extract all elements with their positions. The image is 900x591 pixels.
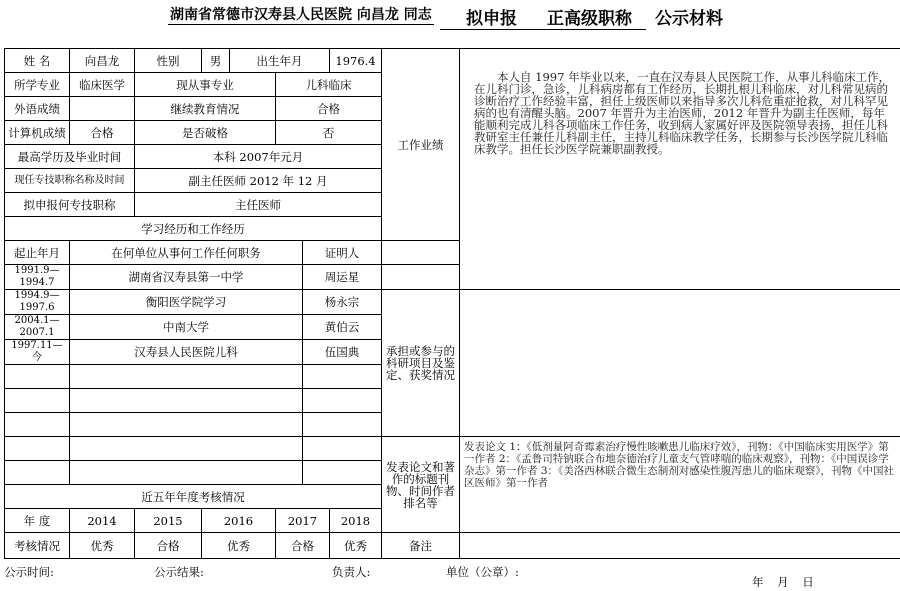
assessment-result: 优秀 <box>202 533 276 559</box>
history-row-date: 2004.1—2007.1 <box>5 315 70 340</box>
title-suffix: 公示材料 <box>655 9 723 29</box>
name-label: 姓 名 <box>5 49 70 73</box>
history-row-place: 湖南省汉寿县第一中学 <box>70 265 303 290</box>
foreign-lang-label: 外语成绩 <box>5 97 70 121</box>
gender-value: 男 <box>202 49 230 73</box>
history-empty-cell <box>5 437 70 461</box>
assessment-year: 2014 <box>70 509 135 533</box>
history-empty-cell <box>5 461 70 485</box>
remark-value <box>460 533 900 559</box>
document-title <box>0 4 900 29</box>
cont-edu-label: 继续教育情况 <box>135 97 276 121</box>
research-label: 承担或参与的科研项目及鉴定、获奖情况 <box>382 290 460 437</box>
publish-time-label: 公示时间: <box>4 565 54 579</box>
current-major-label: 现从事专业 <box>135 73 276 97</box>
history-empty-cell <box>303 437 382 461</box>
history-col-witness: 证明人 <box>303 241 382 265</box>
edu-label: 最高学历及毕业时间 <box>5 145 135 169</box>
responsible-label: 负责人: <box>332 565 371 579</box>
date-line: 年 月 日 <box>752 575 814 589</box>
break-value: 否 <box>276 121 382 145</box>
break-label: 是否破格 <box>135 121 276 145</box>
history-row-place: 中南大学 <box>70 315 303 340</box>
name-value: 向昌龙 <box>70 49 135 73</box>
history-empty-cell <box>303 461 382 485</box>
history-empty-cell <box>70 413 303 437</box>
assessment-result: 合格 <box>276 533 330 559</box>
work-performance-label: 工作业绩 <box>382 49 460 241</box>
major-value: 临床医学 <box>70 73 135 97</box>
papers-text: 发表论文 1：《低剂量阿奇霉素治疗慢性咳嗽患儿临床疗效》，刊物：《中国临床实用医学》第一作者 2：《孟鲁司特钠联合布地奈德治疗儿童支气管哮喘的临床观察》，刊物：《中国误诊学杂志》第一作者 3：《美洛西林联合微生态制剂对感染性腹泻患儿的临床观察》，刊物《中国社区医师》第一作者 <box>460 437 900 533</box>
assessment-title: 近五年年度考核情况 <box>5 485 382 509</box>
title-org: 湖南省常德市汉寿县人民医院 向昌龙 同志 <box>168 4 434 25</box>
current-major-value: 儿科临床 <box>276 73 382 97</box>
assessment-result: 优秀 <box>330 533 382 559</box>
birth-label: 出生年月 <box>230 49 330 73</box>
assessment-result: 优秀 <box>70 533 135 559</box>
history-row-witness: 伍国典 <box>303 340 382 365</box>
title-apply-label: 拟申报 <box>440 4 535 30</box>
title-rank-label: 正高级职称 <box>523 9 646 30</box>
history-empty-cell <box>70 461 303 485</box>
research-text <box>460 290 900 437</box>
work-performance-text: 本人自 1997 年毕业以来，一直在汉寿县人民医院工作，从事儿科临床工作，在儿科门诊，急诊，儿科病房都有工作经历，长期扎根儿科临床，对儿科常见病的诊断治疗工作经验丰富，担任上级医师以来指导多次儿科危重症抢救，对儿科罕见病的也有清醒头脑。2007 年晋升为主治医师，2012 年晋升为副主任医师，每年能顺利完成儿科各项临床工作任务，收到病人家属好评及医院领导表扬，担任儿科教研室主任兼任儿科副主任，主持儿科临床教学任务，长期参与长沙医学院儿科临床教学。担任长沙医学院兼职副教授。 <box>460 49 900 290</box>
remark-label: 备注 <box>382 533 460 559</box>
current-title-value: 副主任医师 2012 年 12 月 <box>135 169 382 193</box>
apply-title-value: 主任医师 <box>135 193 382 217</box>
history-empty-cell <box>70 437 303 461</box>
gender-label: 性别 <box>135 49 202 73</box>
history-empty-cell <box>5 365 70 389</box>
history-col-date: 起止年月 <box>5 241 70 265</box>
birth-value: 1976.4 <box>330 49 382 73</box>
title-rank <box>523 4 646 29</box>
current-title-label: 现任专技职称名称及时间 <box>5 169 135 193</box>
history-empty-cell <box>70 365 303 389</box>
history-empty-cell <box>303 365 382 389</box>
history-row-date: 1994.9—1997.6 <box>5 290 70 315</box>
history-empty-cell <box>5 389 70 413</box>
assessment-result: 合格 <box>135 533 202 559</box>
computer-value: 合格 <box>70 121 135 145</box>
cont-edu-value: 合格 <box>276 97 382 121</box>
history-row-place: 衡阳医学院学习 <box>70 290 303 315</box>
footer <box>0 562 900 591</box>
history-col-place: 在何单位从事何工作任何职务 <box>70 241 303 265</box>
papers-label: 发表论文和著作的标题刊物、时间作者排名等 <box>382 437 460 533</box>
edu-value: 本科 2007年元月 <box>135 145 382 169</box>
assessment-year: 2015 <box>135 509 202 533</box>
assessment-year: 2017 <box>276 509 330 533</box>
history-row-witness: 周运星 <box>303 265 382 290</box>
foreign-lang-value <box>70 97 135 121</box>
side-empty-9 <box>382 241 460 265</box>
side-empty-10 <box>382 265 460 290</box>
unit-seal-label: 单位（公章）: <box>446 565 519 579</box>
history-empty-cell <box>303 389 382 413</box>
computer-label: 计算机成绩 <box>5 121 70 145</box>
history-row-date: 1991.9—1994.7 <box>5 265 70 290</box>
assessment-year-label: 年 度 <box>5 509 70 533</box>
history-row-place: 汉寿县人民医院儿科 <box>70 340 303 365</box>
history-row-witness: 杨永宗 <box>303 290 382 315</box>
assessment-result-label: 考核情况 <box>5 533 70 559</box>
assessment-year: 2016 <box>202 509 276 533</box>
apply-title-label: 拟申报何专技职称 <box>5 193 135 217</box>
application-form <box>4 48 900 559</box>
publish-result-label: 公示结果: <box>154 565 204 579</box>
history-empty-cell <box>70 389 303 413</box>
major-label: 所学专业 <box>5 73 70 97</box>
history-section-title: 学习经历和工作经历 <box>5 217 382 241</box>
assessment-year: 2018 <box>330 509 382 533</box>
history-row-witness: 黄伯云 <box>303 315 382 340</box>
history-empty-cell <box>303 413 382 437</box>
history-empty-cell <box>5 413 70 437</box>
history-row-date: 1997.11—今 <box>5 340 70 365</box>
